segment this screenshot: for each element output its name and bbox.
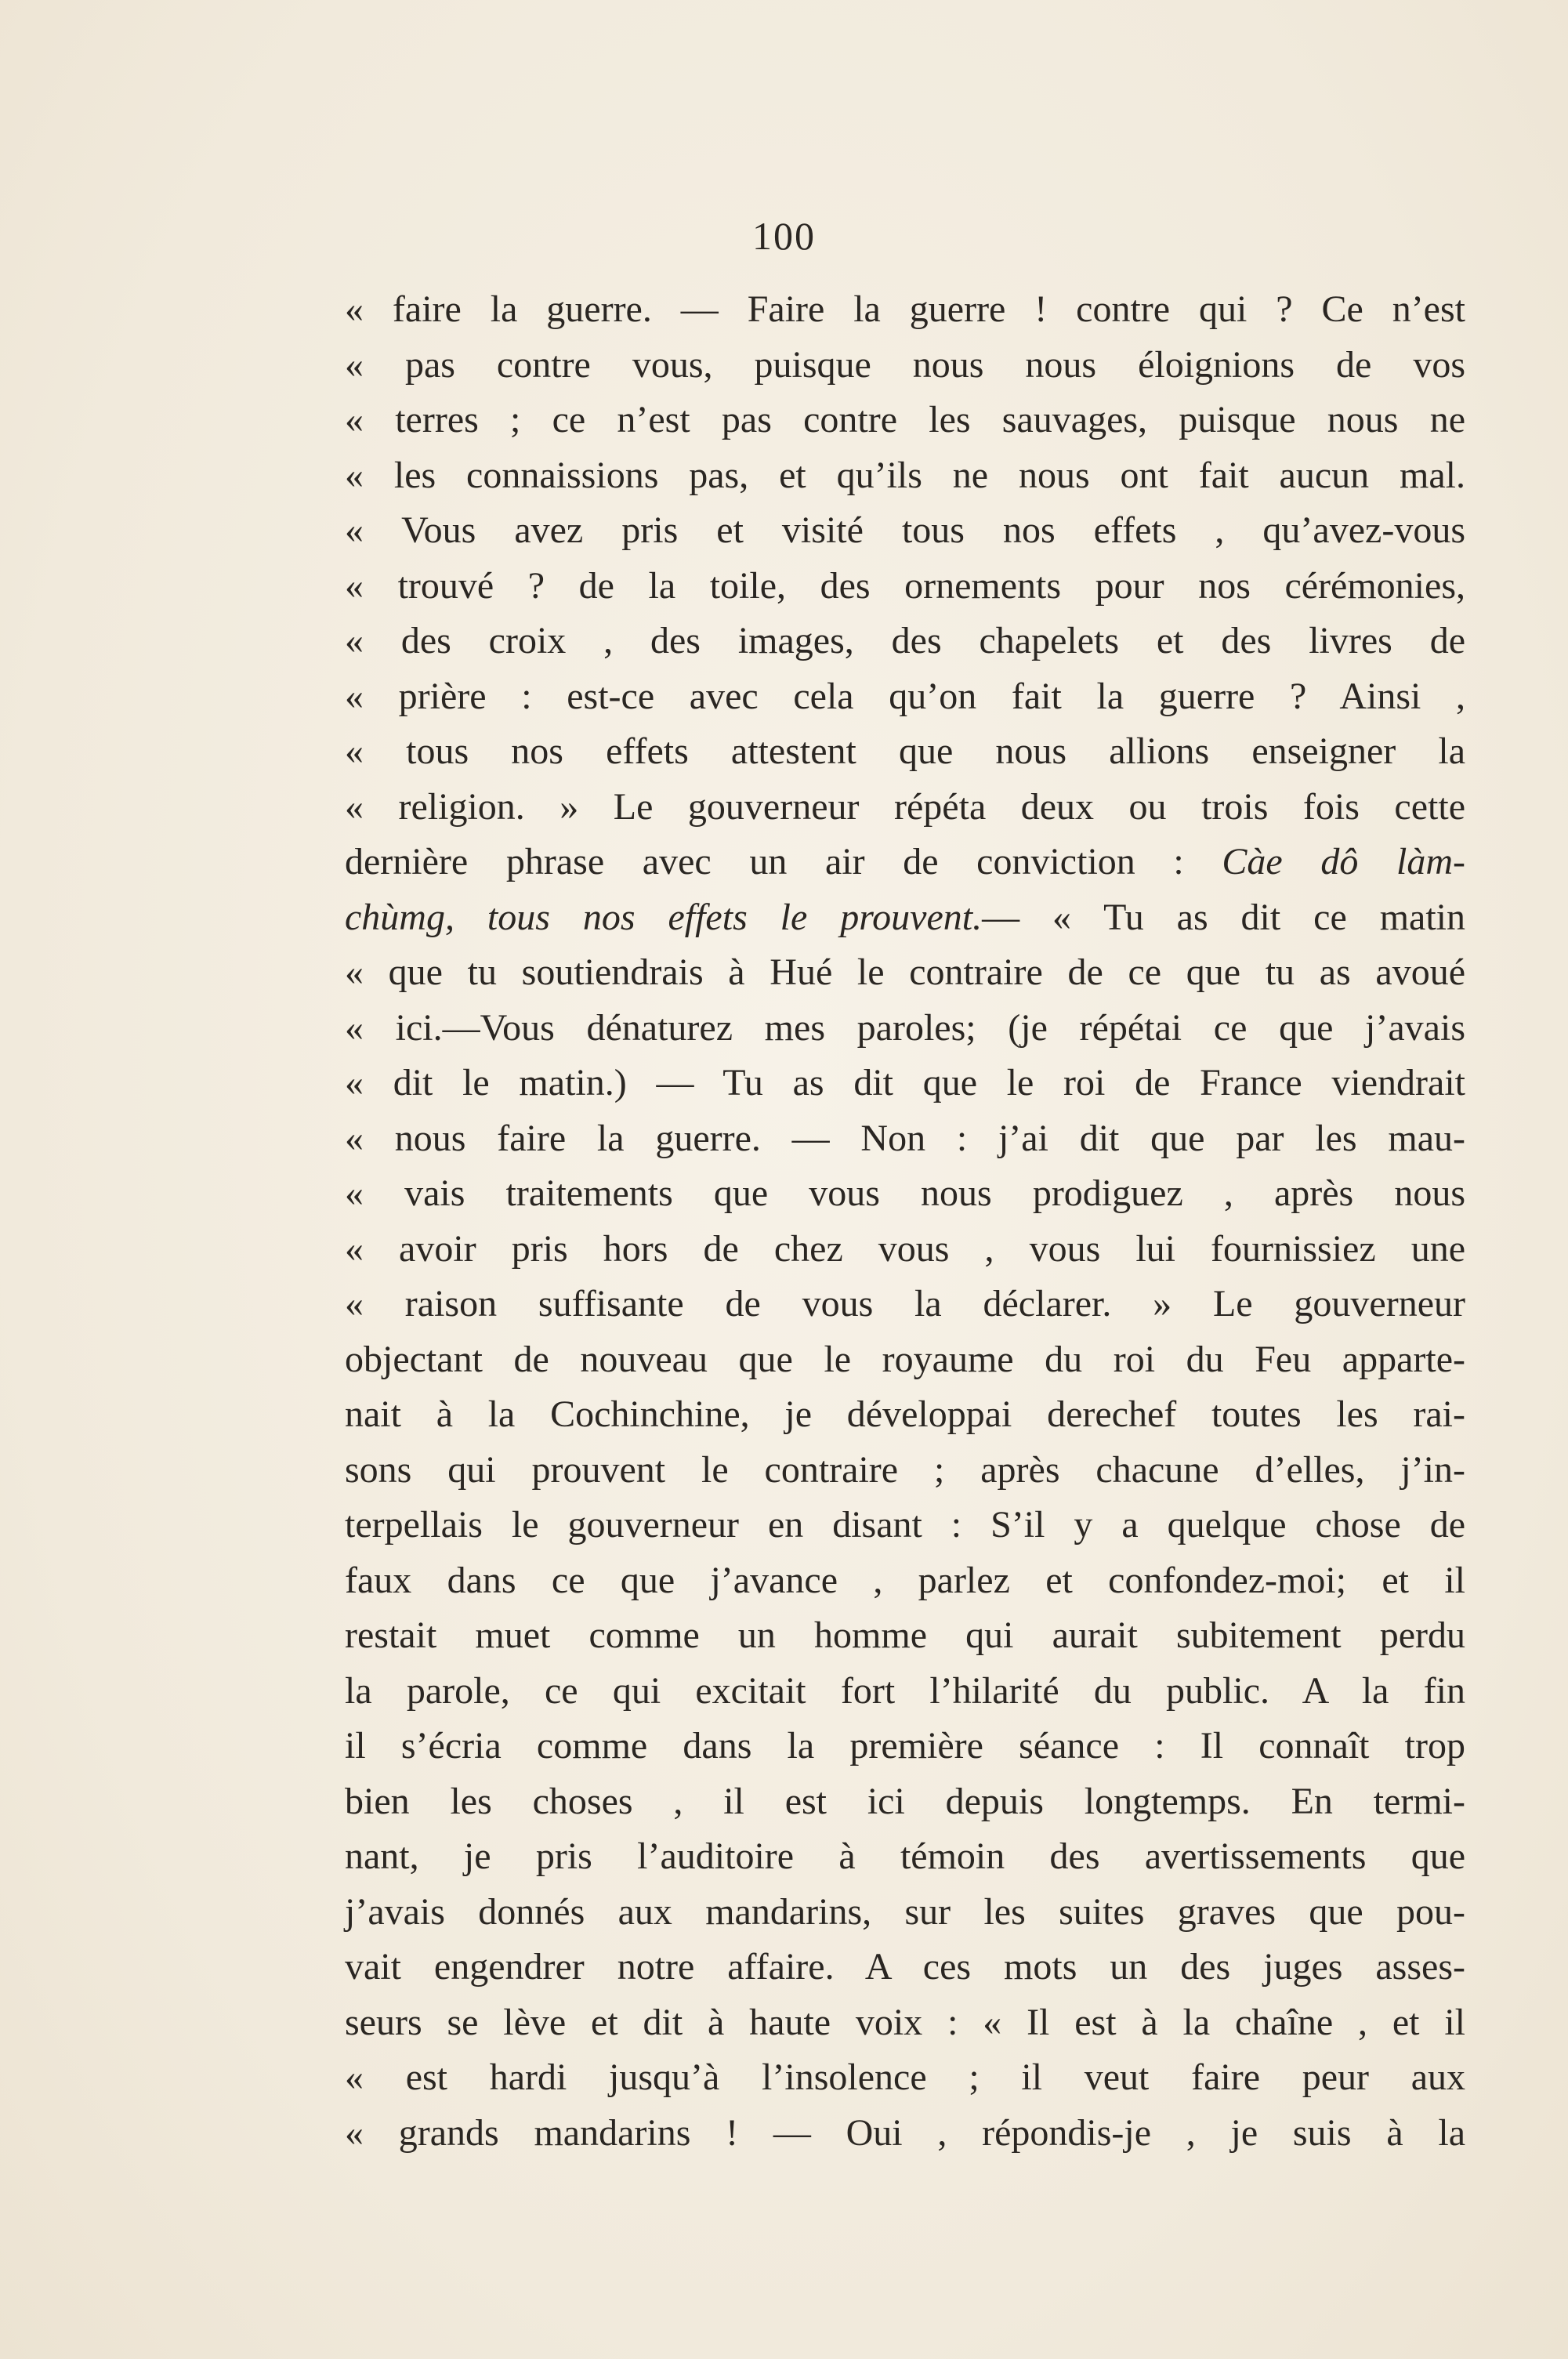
text-line: seurs se lève et dit à haute voix : « Il est à la chaîne , et il — [345, 2001, 1465, 2043]
text-line: « religion. » Le gouverneur répéta deux ou trois fois cette — [345, 785, 1465, 828]
text-segment: dernière phrase avec un air de conviction : — [345, 841, 1222, 882]
text-line: « tous nos effets attestent que nous allions enseigner la — [345, 730, 1465, 772]
text-line: « des croix , des images, des chapelets et des livres de — [345, 620, 1465, 661]
text-line: nait à la Cochinchine, je développai derechef toutes les rai- — [345, 1393, 1465, 1435]
text-line: « dit le matin.) — Tu as dit que le roi de France viendrait — [345, 1062, 1465, 1103]
text-line: il s’écria comme dans la première séance : Il connaît trop — [345, 1725, 1465, 1767]
text-line: « trouvé ? de la toile, des ornements pour nos cérémonies, — [345, 564, 1465, 607]
text-line — [345, 835, 1465, 890]
text-line: « faire la guerre. — Faire la guerre ! contre qui ? Ce n’est — [345, 288, 1465, 330]
text-line: « avoir pris hors de chez vous , vous lui fournissiez une — [345, 1227, 1465, 1270]
text-line: « vais traitements que vous nous prodiguez , après nous — [345, 1172, 1465, 1214]
page-number: 100 — [752, 214, 816, 258]
text-line: « terres ; ce n’est pas contre les sauvages, puisque nous ne — [345, 399, 1465, 440]
text-line — [345, 890, 1465, 946]
text-line: j’avais donnés aux mandarins, sur les suites graves que pou- — [345, 1890, 1465, 1933]
text-line: sons qui prouvent le contraire ; après chacune d’elles, j’in- — [345, 1448, 1465, 1491]
text-line: « pas contre vous, puisque nous nous éloignions de vos — [345, 343, 1465, 386]
italic-quote: chùmg, tous nos effets le prouvent. — [345, 896, 983, 938]
text-line: la parole, ce qui excitait fort l’hilarité du public. A la fin — [345, 1669, 1465, 1712]
text-line: « ici.—Vous dénaturez mes paroles; (je répétai ce que j’avais — [345, 1006, 1465, 1049]
text-line: vait engendrer notre affaire. A ces mots un des juges asses- — [345, 1946, 1465, 1988]
text-line: « raison suffisante de vous la déclarer. » Le gouverneur — [345, 1283, 1465, 1324]
text-line: « que tu soutiendrais à Hué le contraire de ce que tu as avoué — [345, 951, 1465, 993]
text-line: faux dans ce que j’avance , parlez et confondez-moi; et il — [345, 1559, 1465, 1601]
text-line: « prière : est-ce avec cela qu’on fait la guerre ? Ainsi , — [345, 675, 1465, 717]
italic-quote: Càe dô làm- — [1222, 841, 1465, 882]
text-line: « grands mandarins ! — Oui , répondis-je , je suis à la — [345, 2111, 1465, 2154]
text-line: terpellais le gouverneur en disant : S’il y a quelque chose de — [345, 1504, 1465, 1545]
text-line: « est hardi jusqu’à l’insolence ; il veut faire peur aux — [345, 2056, 1465, 2098]
text-line: « les connaissions pas, et qu’ils ne nous ont fait aucun mal. — [345, 454, 1465, 496]
text-line: bien les choses , il est ici depuis longtemps. En termi- — [345, 1780, 1465, 1822]
text-line: objectant de nouveau que le royaume du roi du Feu apparte- — [345, 1338, 1465, 1380]
text-segment: — « Tu as dit ce matin — [982, 896, 1466, 938]
text-line: restait muet comme un homme qui aurait subitement perdu — [345, 1614, 1465, 1656]
text-line: nant, je pris l’auditoire à témoin des avertissements que — [345, 1835, 1465, 1877]
body-text — [345, 282, 1465, 2161]
text-line: « Vous avez pris et visité tous nos effets , qu’avez-vous — [345, 509, 1465, 551]
text-line: « nous faire la guerre. — Non : j’ai dit que par les mau- — [345, 1117, 1465, 1159]
